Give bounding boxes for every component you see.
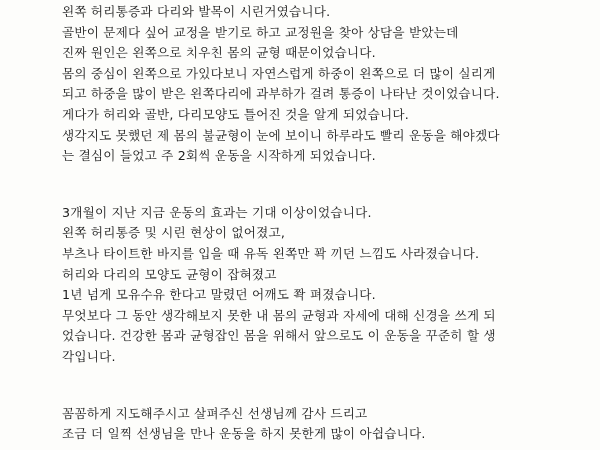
- text-line: 진짜 원인은 왼쪽으로 치우친 몸의 균형 때문이었습니다.: [62, 45, 376, 61]
- text-line: 었습니다. 건강한 몸과 균형잡인 몸을 위해서 앞으로도 이 운동을 꾸준히 할 생: [62, 328, 496, 344]
- letter-body: [62, 2, 592, 445]
- text-line: 꼼꼼하게 지도해주시고 살펴주신 선생님께 감사 드리고: [62, 405, 368, 421]
- text-line: 조금 더 일찍 선생님을 만나 운동을 하지 못한게 많이 아쉽습니다.: [62, 426, 426, 442]
- text-line: 몸의 중심이 왼쪽으로 가있다보니 자연스럽게 하중이 왼쪽으로 더 많이 실리게: [62, 65, 496, 81]
- paragraph-gap: [62, 167, 592, 203]
- text-line: 되고 하중을 많이 받은 왼쪽다리에 과부하가 걸려 통증이 나타난 것이었습니다.: [62, 86, 500, 102]
- text-line: 1년 넘게 모유수유 한다고 말렸던 어깨도 쫙 펴졌습니다.: [62, 287, 376, 303]
- paragraph-2: [62, 203, 592, 368]
- text-line: 생각지도 못했던 제 몸의 불균형이 눈에 보이니 하루라도 빨리 운동을 해야겠다: [62, 127, 500, 143]
- text-line: 부츠나 타이트한 바지를 입을 때 유독 왼쪽만 꽉 끼던 느낌도 사라졌습니다.: [62, 245, 480, 261]
- text-line: 3개월이 지난 지금 운동의 효과는 기대 이상이었습니다.: [62, 204, 372, 220]
- text-line: 왼쪽 허리통증과 다리와 발목이 시린거였습니다.: [62, 4, 331, 19]
- text-line: 게다가 허리와 골반, 다리모양도 틀어진 것을 알게 되었습니다.: [62, 106, 409, 122]
- text-line: 무엇보다 그 동안 생각해보지 못한 내 몸의 균형과 자세에 대해 신경을 쓰게 되: [62, 307, 496, 323]
- paragraph-3: [62, 404, 592, 445]
- text-line: 골반이 문제다 싶어 교정을 받기로 하고 교정원을 찾아 상담을 받았는데: [62, 24, 459, 40]
- text-line: 허리와 다리의 모양도 균형이 잡혀졌고: [62, 266, 277, 282]
- paragraph-1: [62, 2, 592, 167]
- paragraph-gap: [62, 368, 592, 404]
- text-line: 는 결심이 들었고 주 2회씩 운동을 시작하게 되었습니다.: [62, 148, 376, 164]
- text-line: 각입니다.: [62, 348, 116, 364]
- text-line: 왼쪽 허리통증 및 시린 현상이 없어졌고,: [62, 225, 286, 241]
